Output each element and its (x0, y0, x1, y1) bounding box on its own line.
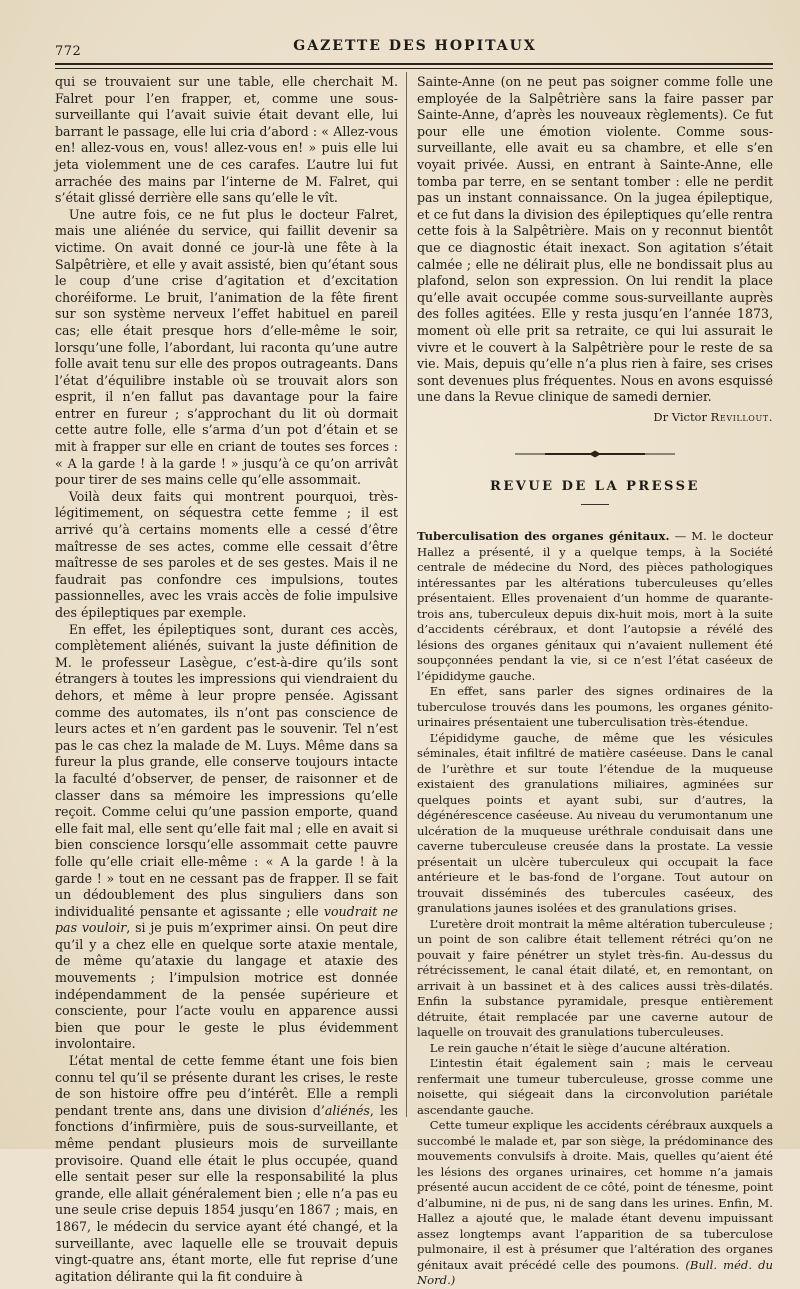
article-paragraph-3: L’épididyme gauche, de même que les vésicules séminales, était infiltré de matière caséeuse. Dans le canal de l’urèthre et sur toute l’étendue de la muqueuse existaient des granulations miliaires, agminées sur quelques points et ayant subi, sur d’autres, la dégénérescence caséeuse. Au niveau du verumontanum une ulcération de la muqueuse uréthrale conduisait dans une caverne tuberculeuse creusée dans la prostate. La vessie présentait un ulcère tuberculeux qui occupait la face antérieure et le bas-fond de l’organe. Tout autour on trouvait disséminés des tubercules caséeux, des granulations jaunes isolées et des granulations grises. (417, 730, 773, 916)
page-header (55, 36, 775, 66)
page-number: 772 (55, 44, 82, 59)
right-paragraph-1: Sainte-Anne (on ne peut pas soigner comme folle une employée de la Salpêtrière sans la faire passer par Sainte-Anne, d’après les nouveaux règlements). Ce fut pour elle une émotion violente. Comme sous-surveillante, elle avait eu sa chambre, et elle s’en voyait privée. Aussi, en entrant à Sainte-Anne, elle tomba par terre, en se sentant tomber : elle ne perdit pas un instant connaissance. On la jugea épileptique, et ce fut dans la division des épileptiques qu’elle rentra cette fois à la Salpêtrière. Mais on y reconnut bientôt que ce diagnostic était inexact. Son agitation s’était calmée ; elle ne délirait plus, elle ne bondissait plus au plafond, selon son expression. On lui rendit la place qu’elle avait occupée comme sous-surveillante auprès des folles agitées. Elle y resta jusqu’en l’année 1873, moment où elle prit sa retraite, ce qui lui assurait le vivre et le couvert à la Salpêtrière pour le reste de sa vie. Mais, depuis qu’elle n’a plus rien à faire, ses crises sont devenues plus fréquentes. Nous en avons esquissé une dans la Revue clinique de samedi dernier. (417, 74, 773, 405)
left-paragraph-4: En effet, les épileptiques sont, durant ces accès, complètement aliénés, suivant la juste définition de M. le professeur Lasègue, c’est-à-dire qu’ils sont étrangers à toutes les impressions qui viendraient du dehors, et même à leur propre pensée. Agissant comme des automates, ils n’ont pas conscience de leurs actes et n’en gardent pas le souvenir. Tel n’est pas le cas chez la malade de M. Luys. Même dans sa fureur la plus grande, elle conserve toujours intacte la faculté d’observer, de penser, de raisonner et de classer dans sa mémoire les impressions qu’elle reçoit. Comme celui qu’une passion emporte, quand elle fait mal, elle sent qu’elle fait mal ; elle en avait si bien conscience lorsqu’elle assommait cette pauvre folle qu’elle criait elle-même : « A la garde ! à la garde ! » tout en ne cessant pas de frapper. Il se fait un dédoublement des plus singuliers dans son individualité pensante et agissante ; elle voudrait ne pas vouloir, si je puis m’exprimer ainsi. On peut dire qu’il y a chez elle en quelque sorte ataxie mentale, de même qu’ataxie du langage et ataxie des mouvements ; l’impulsion motrice est donnée indépendamment de la pensée supérieure et consciente, pour l’acte voulu en apparence aussi bien que pour le geste le plus évidemment involontaire. (55, 621, 398, 1052)
left-paragraph-1: qui se trouvaient sur une table, elle cherchait M. Falret pour l’en frapper, et, comme une sous-surveillante qui l’avait suivie était devant elle, lui barrant le passage, elle lui cria d’abord : « Allez-vous en! allez-vous en, vous! allez-vous en! » puis elle lui jeta violemment une de ces carafes. L’autre lui fut arrachée des mains par l’interne de M. Falret, qui s’était glissé derrière elle sans qu’elle le vît. (55, 74, 398, 206)
article-last-text: Cette tumeur explique les accidents cérébraux auxquels a succombé le malade et, par son siège, la prédominance des mouvements convulsifs à droite. Mais, quelles qu’aient été les lésions des organes urinaires, cet homme n’a jamais présenté aucun accident de ce côté, point de ténesme, point d’albumine, ni de pus, ni de sang dans les urines. Enfin, M. Hallez a ajouté que, le malade étant devenu impuissant assez longtemps avant l’apparition de sa tuberculose pulmonaire, il est à présumer que l’altération des organes génitaux avait précédé celle des poumons. (417, 1118, 773, 1272)
section-rule (581, 504, 609, 505)
signature-name: Revillout. (710, 409, 773, 424)
article-paragraph-2: En effet, sans parler des signes ordinaires de la tuberculose trouvés dans les poumons, les organes génito-urinaires présentaient une tuberculisation très-étendue. (417, 684, 773, 730)
section-title: REVUE DE LA PRESSE (490, 479, 700, 495)
article-paragraph-7 (417, 1118, 773, 1289)
article-paragraph-1 (417, 529, 773, 684)
left-paragraph-3: Voilà deux faits qui montrent pourquoi, très-légitimement, on séquestra cette femme ; il est arrivé qu’à certains moments elle a cessé d’être maîtresse de ses actes, comme elle cessait d’être maîtresse de ses paroles et de ses gestes. Mais il ne faudrait pas confondre ces impulsions, toutes passionnelles, avec les vrais accès de folie impulsive des épileptiques par exemple. (55, 488, 398, 620)
left-column (55, 74, 398, 1285)
article-title: Tuberculisation des organes génitaux. (417, 529, 670, 544)
author-signature (417, 409, 773, 426)
article-source: (Bull. méd. du Nord.) (417, 1257, 773, 1288)
article-paragraph-6: L’intestin était également sain ; mais le cerveau renfermait une tumeur tuberculeuse, grosse comme une noisette, qui siégeait dans la circonvolution pariétale ascendante gauche. (417, 1056, 773, 1117)
left-paragraph-5: L’état mental de cette femme étant une fois bien connu tel qu’il se présente durant les crises, le reste de son histoire offre peu d’intérêt. Elle a rempli pendant trente ans, dans une division d’aliénés, les fonctions d’infirmière, puis de sous-surveillante, et même pendant plusieurs mois de surveillante provisoire. Quand elle était le plus occupée, quand elle sentait peser sur elle la responsabilité la plus grande, elle allait généralement bien ; elle n’a pas eu une seule crise depuis 1854 jusqu’en 1867 ; mais, en 1867, le médecin du service ayant été changé, et la surveillante, avec laquelle elle se trouvait depuis vingt-quatre ans, étant morte, elle fut reprise d’une agitation délirante qui la fit conduire à (55, 1053, 398, 1284)
right-column (417, 74, 773, 1289)
left-paragraph-2: Une autre fois, ce ne fut plus le docteur Falret, mais une aliénée du service, qui faillit devenir sa victime. On avait donné ce jour-là une fête à la Salpêtrière, et elle y avait assisté, bien qu’étant sous le coup d’une crise d’agitation et d’excitation choréiforme. Le bruit, l’animation de la fête firent sur son système nerveux l’effet habituel en pareil cas; elle était presque hors d’elle-même le soir, lorsqu’une folle, l’abordant, lui raconta qu’une autre folle avait tenu sur elle des propos outrageants. Dans l’état d’équilibre instable où se trouvait alors son esprit, il n’en fallut pas davantage pour la faire entrer en fureur ; s’approchant du lit où dormait cette autre folle, elle s’arma d’un pot d’étain et se mit à frapper sur elle en criant de toutes ses forces : « A la garde ! à la garde ! » jusqu’à ce qu’on arrivât pour tirer de ses mains celle qu’elle assommait. (55, 206, 398, 488)
header-rule (55, 63, 773, 69)
italic-phrase: aliénés (324, 1102, 370, 1118)
italic-phrase: voudrait ne pas vouloir (55, 903, 398, 936)
signature-prefix: Dr Victor (653, 409, 707, 424)
column-divider (406, 72, 407, 1117)
ornament-rule (515, 449, 675, 459)
article-paragraph-5: Le rein gauche n’était le siège d’aucune altération. (429, 1040, 731, 1055)
article-paragraph-4: L’uretère droit montrait la même altération tuberculeuse ; un point de son calibre était tellement rétréci qu’on ne pouvait y faire pénétrer un stylet très-fin. Au-dessus du rétrécissement, le canal était dilaté, et, en remontant, on arrivait à un bassinet et à des calices aussi très-dilatés. Enfin la substance pyramidale, presque entièrement détruite, était remplacée par une caverne autour de laquelle on trouvait des granulations tuberculeuses. (417, 916, 773, 1040)
journal-title: GAZETTE DES HOPITAUX (293, 38, 537, 54)
press-article (417, 529, 773, 1289)
article-lead-text: — M. le docteur Hallez a présenté, il y a quelque temps, à la Société centrale de médecine du Nord, des pièces pathologiques intéressantes par les altérations tuberculeuses qu’elles présentaient. Elles provenaient d’un homme de quarante-trois ans, tuberculeux depuis dix-huit mois, mort à la suite d’accidents cérébraux, et dont l’autopsie a révélé des lésions des organes génitaux qui n’avaient nullement été soupçonnées pendant la vie, si ce n’est l’état caséeux de l’épididyme gauche. (417, 529, 773, 683)
